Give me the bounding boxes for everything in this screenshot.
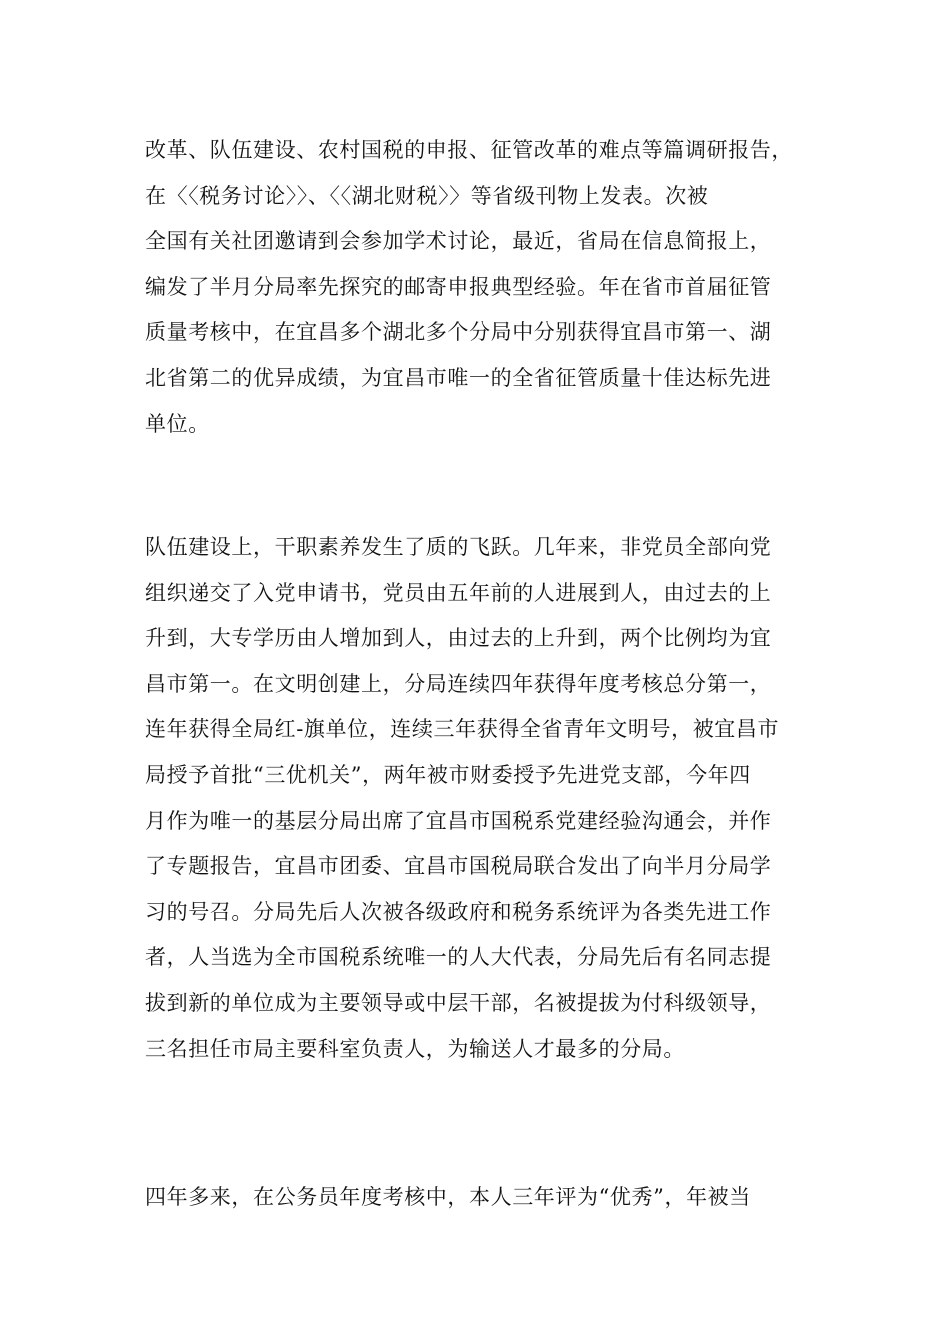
paragraph-team-building <box>145 525 825 1072</box>
text-line: 连年获得全局红-旗单位，连续三年获得全省青年文明号，被宜昌市 <box>145 717 780 742</box>
paragraph-research-reports <box>145 128 825 447</box>
text-line: 月作为唯一的基层分局出席了宜昌市国税系党建经验沟通会，并作 <box>145 808 772 833</box>
text-line: 质量考核中，在宜昌多个湖北多个分局中分别获得宜昌市第一、湖 <box>145 320 772 345</box>
text-line: 四年多来，在公务员年度考核中，本人三年评为“优秀”，年被当 <box>145 1185 751 1209</box>
text-line: 局授予首批“三优机关”，两年被市财委授予先进党支部，今年四 <box>145 762 751 787</box>
text-line: 全国有关社团邀请到会参加学术讨论，最近，省局在信息简报上， <box>145 229 772 254</box>
text-line: 升到，大专学历由人增加到人，由过去的上升到，两个比例均为宜 <box>145 626 772 651</box>
text-line: 在〈〈税务讨论〉〉、〈〈湖北财税〉〉等省级刊物上发表。次被 <box>145 183 709 208</box>
text-line: 队伍建设上，干职素养发生了质的飞跃。几年来，非党员全部向党 <box>145 535 772 559</box>
text-line: 习的号召。分局先后人次被各级政府和税务系统评为各类先进工作 <box>145 899 772 924</box>
text-line: 者，人当选为全市国税系统唯一的人大代表，分局先后有名同志提 <box>145 945 772 970</box>
text-line: 三名担任市局主要科室负责人，为输送人才最多的分局。 <box>145 1036 685 1061</box>
text-line: 昌市第一。在文明创建上，分局连续四年获得年度考核总分第一， <box>145 671 772 696</box>
text-line: 改革、队伍建设、农村国税的申报、征管改革的难点等篇调研报告， <box>145 138 793 162</box>
text-line: 北省第二的优异成绩，为宜昌市唯一的全省征管质量十佳达标先进 <box>145 365 772 390</box>
text-line: 拔到新的单位成为主要领导或中层干部，名被提拔为付科级领导， <box>145 990 772 1015</box>
text-line: 组织递交了入党申请书，党员由五年前的人进展到人，由过去的上 <box>145 580 772 605</box>
text-line: 编发了半月分局率先探究的邮寄申报典型经验。年在省市首届征管 <box>145 274 772 299</box>
paragraph-personal-assessment <box>145 1175 825 1221</box>
text-line: 了专题报告，宜昌市团委、宜昌市国税局联合发出了向半月分局学 <box>145 854 772 879</box>
text-line: 单位。 <box>145 411 210 436</box>
